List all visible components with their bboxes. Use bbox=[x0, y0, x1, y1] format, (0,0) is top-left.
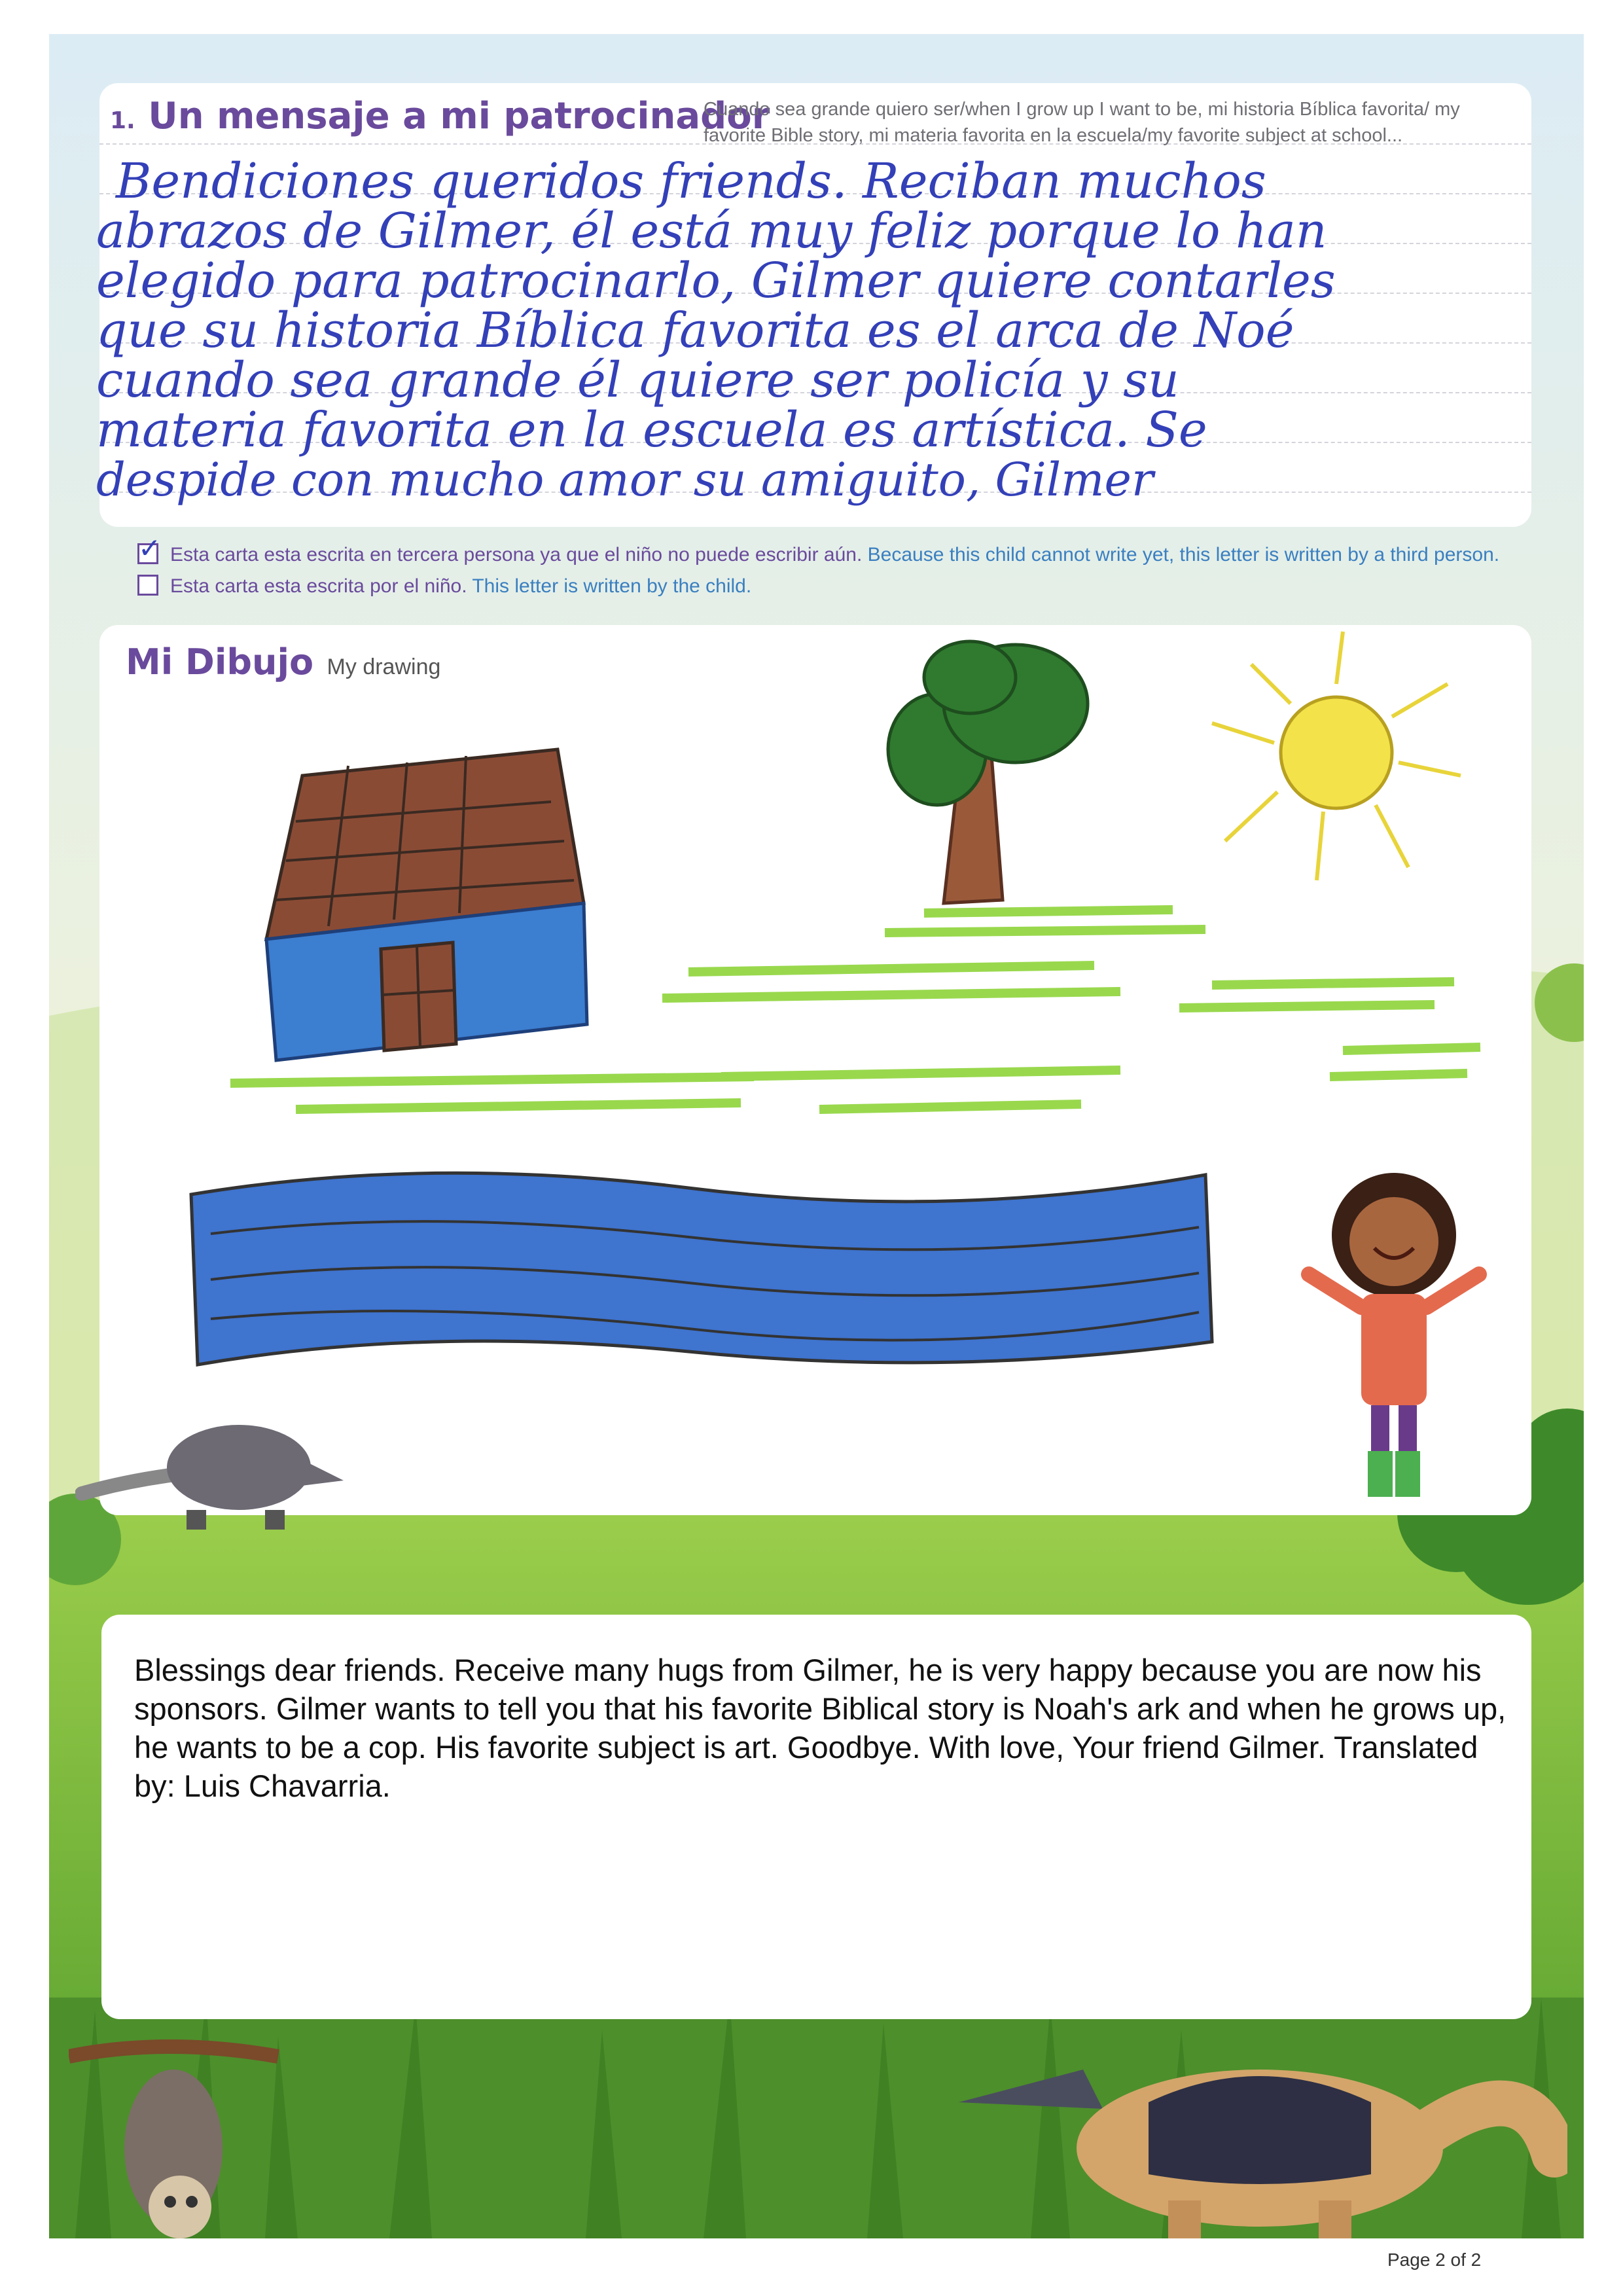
checkbox-unchecked[interactable] bbox=[137, 575, 158, 596]
handwritten-line: despide con mucho amor su amiguito, Gilmer bbox=[96, 453, 1154, 507]
section-title bbox=[110, 95, 770, 137]
drawing-title: Mi Dibujo bbox=[126, 641, 314, 683]
checkmark-icon: ✓ bbox=[138, 533, 162, 564]
handwritten-message bbox=[96, 153, 1336, 507]
girl-character-icon bbox=[1296, 1170, 1492, 1510]
river-drawing bbox=[191, 1173, 1212, 1365]
section-instructions: Cuando sea grande quiero ser/when I grow up I want to be, mi historia Bíblica favorita/ my favorite Bible story, mi materia favorita en la escuela/my favorite subject at school... bbox=[704, 99, 1460, 146]
handwritten-line: elegido para patrocinarlo, Gilmer quiere contarles bbox=[96, 253, 1336, 309]
letter-page bbox=[49, 34, 1584, 2238]
section-heading: Un mensaje a mi patrocinador bbox=[148, 95, 770, 137]
sloth-icon bbox=[69, 2030, 285, 2238]
armadillo-icon bbox=[75, 1395, 350, 1533]
checkbox-label-en: Because this child cannot write yet, this letter is written by a third person. bbox=[867, 544, 1500, 565]
section-number: 1. bbox=[110, 107, 135, 134]
drawing-subtitle: My drawing bbox=[327, 655, 441, 679]
checkbox-label-es: Esta carta esta escrita por el niño. bbox=[170, 575, 467, 597]
checkbox-third-person[interactable] bbox=[137, 533, 1500, 566]
handwritten-line: materia favorita en la escuela es artística. Se bbox=[96, 402, 1207, 458]
tree-drawing bbox=[888, 641, 1088, 903]
message-card bbox=[96, 83, 1531, 527]
handwritten-line: que su historia Bíblica favorita es el arca de Noé bbox=[96, 302, 1294, 359]
anteater-icon bbox=[952, 2024, 1567, 2238]
handwritten-line: Bendiciones queridos friends. Reciban muchos bbox=[116, 153, 1266, 209]
checkbox-label-es: Esta carta esta escrita en tercera persona ya que el niño no puede escribir aún. bbox=[170, 544, 863, 565]
page-number-label: Page 2 of 2 bbox=[1387, 2250, 1482, 2270]
sun-drawing bbox=[1212, 632, 1461, 880]
translation-text: Blessings dear friends. Receive many hugs from Gilmer, he is very happy because you are now his sponsors. Gilmer wants to tell you that his favorite Biblical story is Noah's ark and when he grows up, he wants to be a cop. His favorite subject is art. Goodbye. With love, Your friend Gilmer. Translated by: Luis Chavarria. bbox=[134, 1653, 1507, 1803]
checkbox-checked[interactable] bbox=[137, 533, 162, 564]
checkbox-written-by-child[interactable] bbox=[137, 575, 751, 598]
handwritten-line: abrazos de Gilmer, él está muy feliz porque lo han bbox=[96, 203, 1327, 259]
handwritten-line: cuando sea grande él quiere ser policía y su bbox=[96, 352, 1179, 408]
checkbox-label-en: This letter is written by the child. bbox=[472, 575, 752, 597]
house-drawing bbox=[266, 749, 587, 1060]
translation-card bbox=[101, 1615, 1531, 2019]
